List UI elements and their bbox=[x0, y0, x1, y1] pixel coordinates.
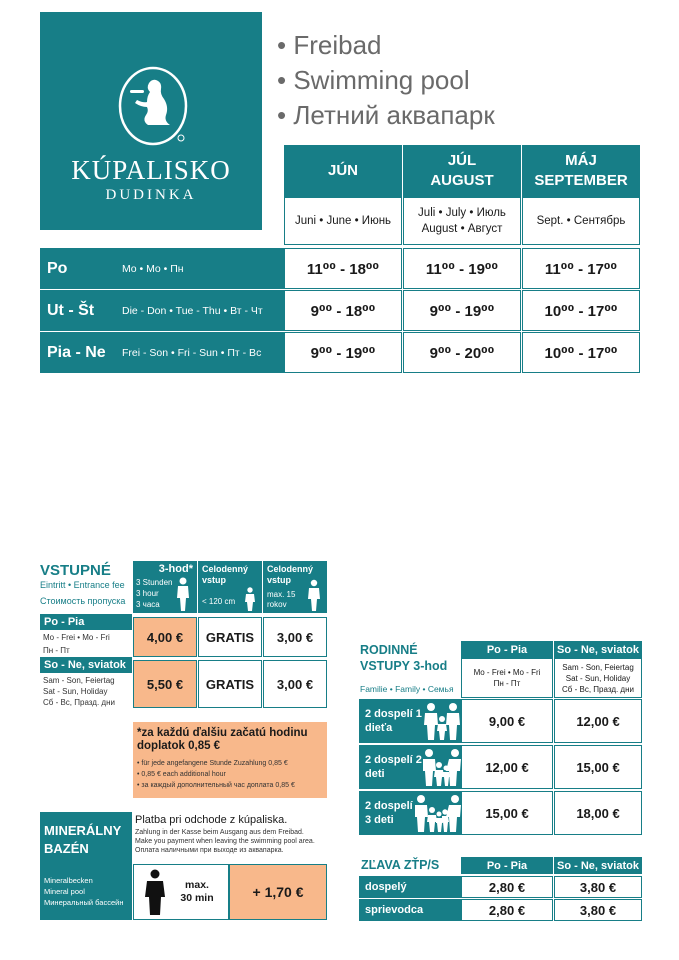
month-sub-jun: Juni • June • Июнь bbox=[284, 197, 402, 245]
family-col-weekday-sub bbox=[461, 658, 553, 698]
hours-row-fri-sun bbox=[40, 332, 640, 373]
discount-price: 2,80 € bbox=[461, 876, 553, 898]
family-price: 18,00 € bbox=[554, 791, 642, 835]
logo-panel bbox=[40, 12, 262, 230]
month-header-jun: JÚN bbox=[284, 145, 402, 197]
month-header-jul-aug: JÚL AUGUST bbox=[403, 145, 521, 197]
family-price: 12,00 € bbox=[554, 699, 642, 743]
family-row-label: 2 dospelí 2 deti bbox=[359, 745, 461, 789]
mineral-ru: Минеральный бассейн bbox=[44, 898, 124, 907]
tagline-ru: • Летний аквапарк bbox=[277, 98, 495, 133]
discount-price: 3,80 € bbox=[554, 876, 642, 898]
surcharge-ru: • за каждый дополнительный час доплата 0,85 € bbox=[137, 782, 295, 789]
entry-col-youth bbox=[263, 561, 327, 613]
month-sub-jul-aug: Juli • July • Июль August • Август bbox=[403, 197, 521, 245]
surcharge-box bbox=[133, 722, 327, 798]
entry-row-weekday bbox=[40, 614, 132, 656]
col-child-title: Celodenný vstup bbox=[202, 564, 249, 585]
day-names: Mo • Mo • Пн bbox=[122, 262, 184, 275]
hours-cell: 11⁰⁰ - 18⁰⁰ bbox=[284, 248, 402, 289]
entry-row-en: Sat - Sun, Holiday bbox=[43, 687, 108, 696]
entry-row-de: Sam - Son, Feiertag bbox=[43, 676, 115, 685]
brand-location: DUDINKA bbox=[105, 187, 197, 203]
price-cell: 3,00 € bbox=[263, 617, 327, 657]
entry-row-ru: Сб - Вс, Празд. дни bbox=[43, 698, 115, 707]
month-sub-may-sep: Sept. • Сентябрь bbox=[522, 197, 640, 245]
brand-name: KÚPALISKO bbox=[71, 155, 231, 185]
entry-subtitle-ru: Стоимость пропуска bbox=[40, 596, 126, 606]
price-cell: GRATIS bbox=[198, 660, 262, 708]
price-cell: 4,00 € bbox=[133, 617, 197, 657]
entry-row-label: Po - Pia bbox=[40, 614, 132, 630]
family-weekday-de: Mo - Frei • Mo - Fri bbox=[473, 668, 541, 677]
bather-statue-icon bbox=[118, 66, 188, 148]
day-names: Frei - Son • Fri - Sun • Пт - Вс bbox=[122, 346, 262, 359]
col-3h-de: 3 Stunden bbox=[136, 578, 173, 587]
family-price: 15,00 € bbox=[554, 745, 642, 789]
discount-price: 3,80 € bbox=[554, 899, 642, 921]
family-weekend-en: Sat - Sun, Holiday bbox=[565, 674, 631, 683]
youth-icon bbox=[307, 579, 321, 611]
price-cell: GRATIS bbox=[198, 617, 262, 657]
family-title: RODINNÉ VSTUPY 3-hod bbox=[360, 643, 448, 673]
col-3h-en: 3 hour bbox=[136, 589, 159, 598]
adult-icon bbox=[175, 577, 191, 611]
family-col-weekend: So - Ne, sviatok bbox=[554, 641, 642, 658]
surcharge-de: • für jede angefangene Stunde Zuzahlung 0,85 € bbox=[137, 760, 288, 767]
family-price: 12,00 € bbox=[461, 745, 553, 789]
family-row-label: 2 dospelí 1 dieťa bbox=[359, 699, 461, 743]
entry-col-child bbox=[198, 561, 262, 613]
hours-row-tue-thu bbox=[40, 290, 640, 331]
discount-title: ZĽAVA ZŤP/S bbox=[361, 858, 440, 872]
hours-cell: 11⁰⁰ - 17⁰⁰ bbox=[522, 248, 640, 289]
discount-col-weekend: So - Ne, sviatok bbox=[554, 857, 642, 874]
discount-col-weekday: Po - Pia bbox=[461, 857, 553, 874]
mineral-price: + 1,70 € bbox=[229, 864, 327, 920]
mineral-payment-info bbox=[133, 812, 327, 864]
discount-row-label: sprievodca bbox=[359, 899, 461, 921]
child-icon bbox=[244, 587, 256, 611]
entry-title: VSTUPNÉ bbox=[40, 562, 111, 579]
payment-ru: Оплата наличными при выходе из аквапарка. bbox=[135, 847, 284, 854]
surcharge-en: • 0,85 € each additional hour bbox=[137, 771, 226, 778]
hours-cell: 9⁰⁰ - 18⁰⁰ bbox=[284, 290, 402, 331]
hours-cell: 9⁰⁰ - 19⁰⁰ bbox=[403, 290, 521, 331]
day-label: Pia - Ne bbox=[47, 343, 106, 361]
taglines bbox=[277, 28, 495, 133]
family-weekend-ru: Сб - Вс, Празд. дни bbox=[562, 685, 634, 694]
mineral-title: MINERÁLNY BAZÉN bbox=[44, 823, 122, 856]
payment-en: Make you payment when leaving the swimming pool area. bbox=[135, 838, 315, 845]
tagline-de: • Freibad bbox=[277, 28, 495, 63]
family-subtitle: Familie • Family • Семья bbox=[360, 684, 454, 694]
family-col-weekend-sub bbox=[554, 658, 642, 698]
payment-title: Platba pri odchode z kúpaliska. bbox=[135, 814, 288, 826]
person-icon bbox=[144, 869, 166, 915]
hours-row-mon bbox=[40, 248, 640, 289]
family-1-child-icon bbox=[423, 702, 461, 740]
mineral-de: Mineralbecken bbox=[44, 876, 93, 885]
price-cell: 5,50 € bbox=[133, 660, 197, 708]
mineral-en: Mineral pool bbox=[44, 887, 85, 896]
col-3h-ru: 3 часа bbox=[136, 600, 160, 609]
hours-cell: 9⁰⁰ - 19⁰⁰ bbox=[284, 332, 402, 373]
hours-cell: 11⁰⁰ - 19⁰⁰ bbox=[403, 248, 521, 289]
family-2-children-icon bbox=[423, 748, 461, 786]
entry-row-ru: Пн - Пт bbox=[43, 646, 70, 655]
family-price: 9,00 € bbox=[461, 699, 553, 743]
surcharge-title: *za každú ďalšiu začatú hodinu doplatok 0,85 € bbox=[137, 727, 308, 752]
month-header-may-sep: MÁJ SEPTEMBER bbox=[522, 145, 640, 197]
mineral-duration: max. 30 min bbox=[180, 879, 214, 904]
entry-subtitle: Eintritt • Entrance fee bbox=[40, 580, 125, 590]
entry-row-label: So - Ne, sviatok bbox=[40, 657, 132, 673]
col-child-note: < 120 cm bbox=[202, 597, 236, 606]
hours-cell: 9⁰⁰ - 20⁰⁰ bbox=[403, 332, 521, 373]
family-price: 15,00 € bbox=[461, 791, 553, 835]
price-cell: 3,00 € bbox=[263, 660, 327, 708]
col-3h-title: 3-hod* bbox=[158, 563, 193, 575]
family-row-label: 2 dospelí 3 deti bbox=[359, 791, 461, 835]
discount-row-label: dospelý bbox=[359, 876, 461, 898]
payment-de: Zahlung in der Kasse beim Ausgang aus dem Freibad. bbox=[135, 829, 304, 836]
family-3-children-icon bbox=[415, 794, 461, 832]
entry-row-weekend bbox=[40, 657, 132, 709]
day-label: Ut - Št bbox=[47, 301, 95, 319]
hours-cell: 10⁰⁰ - 17⁰⁰ bbox=[522, 332, 640, 373]
col-youth-title: Celodenný vstup bbox=[267, 564, 314, 585]
tagline-en: • Swimming pool bbox=[277, 63, 495, 98]
entry-row-de: Mo - Frei • Mo - Fri bbox=[43, 633, 110, 642]
mineral-duration-cell bbox=[133, 864, 229, 920]
day-names: Die - Don • Tue - Thu • Вт - Чт bbox=[122, 304, 263, 317]
website-url[interactable]: www.kupeledudince.sk bbox=[382, 577, 609, 602]
col-youth-note: max. 15 rokov bbox=[267, 590, 296, 609]
hours-cell: 10⁰⁰ - 17⁰⁰ bbox=[522, 290, 640, 331]
day-label: Po bbox=[47, 259, 68, 277]
family-weekend-de: Sam - Son, Feiertag bbox=[562, 663, 634, 672]
family-weekday-ru: Пн - Пт bbox=[493, 679, 521, 688]
discount-price: 2,80 € bbox=[461, 899, 553, 921]
entry-col-3h bbox=[133, 561, 197, 613]
family-col-weekday: Po - Pia bbox=[461, 641, 553, 658]
mineral-panel bbox=[40, 812, 132, 920]
